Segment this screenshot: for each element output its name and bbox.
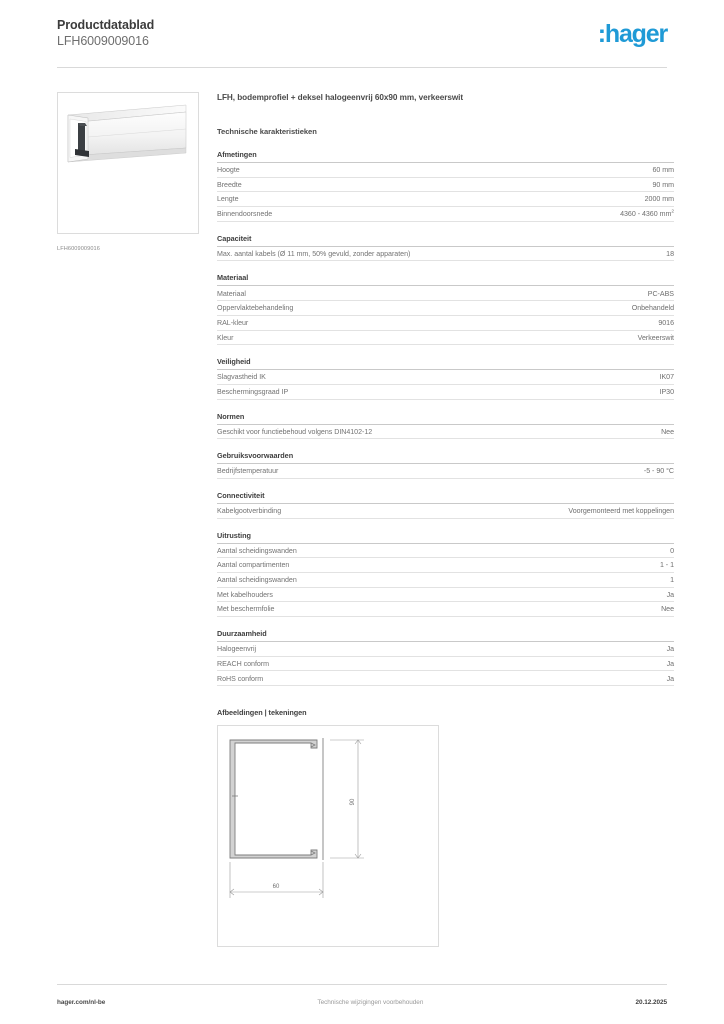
spec-row — [217, 573, 674, 588]
spec-row — [217, 192, 674, 207]
spec-section — [217, 150, 674, 222]
spec-row — [217, 163, 674, 178]
spec-row — [217, 331, 674, 346]
spec-value: Voorgemonteerd met koppelingen — [568, 507, 674, 516]
spec-value: 2000 mm — [644, 195, 674, 204]
spec-label: Aantal scheidingswanden — [217, 546, 297, 555]
spec-label: Slagvastheid IK — [217, 373, 266, 382]
spec-label: Kleur — [217, 333, 234, 342]
product-image — [57, 92, 199, 234]
spec-value: 1 - 1 — [659, 561, 674, 570]
spec-value: 90 mm — [652, 180, 674, 189]
technical-characteristics-heading: Technische karakteristieken — [217, 127, 317, 136]
spec-label: Geschikt voor functiebehoud volgens DIN4102-12 — [217, 427, 373, 436]
spec-section-title: Afmetingen — [217, 150, 674, 163]
spec-section — [217, 629, 674, 686]
page-footer — [57, 995, 667, 1009]
spec-value: 9016 — [658, 318, 674, 327]
spec-row — [217, 671, 674, 686]
spec-row — [217, 464, 674, 479]
spec-label: Breedte — [217, 180, 242, 189]
page-title: Productdatablad — [57, 18, 155, 32]
spec-row — [217, 602, 674, 617]
spec-value: 0 — [670, 546, 674, 555]
spec-label: Met kabelhouders — [217, 590, 273, 599]
spec-row — [217, 370, 674, 385]
spec-value: 1 — [670, 576, 674, 585]
spec-row — [217, 178, 674, 193]
spec-row — [217, 301, 674, 316]
spec-row — [217, 247, 674, 262]
spec-label: Aantal scheidingswanden — [217, 576, 297, 585]
spec-section-title: Capaciteit — [217, 234, 674, 247]
footer-disclaimer: Technische wijzigingen voorbehouden — [317, 998, 424, 1006]
product-image-caption: LFH6009009016 — [57, 246, 100, 252]
specifications-column — [217, 92, 674, 947]
spec-section — [217, 357, 674, 399]
spec-section-title: Normen — [217, 412, 674, 425]
spec-label: RAL-kleur — [217, 318, 249, 327]
spec-value: PC-ABS — [647, 289, 674, 298]
spec-section-title: Materiaal — [217, 273, 674, 286]
spec-value: 4360 - 4360 $mm^2$ — [620, 209, 674, 219]
spec-row — [217, 588, 674, 603]
spec-label: Oppervlaktebehandeling — [217, 304, 294, 313]
spec-value: 60 mm — [652, 166, 674, 175]
spec-section — [217, 531, 674, 617]
spec-row — [217, 642, 674, 657]
spec-row — [217, 544, 674, 559]
spec-section-title: Uitrusting — [217, 531, 674, 544]
hager-logo: :hager — [597, 20, 667, 48]
spec-section-title: Veiligheid — [217, 357, 674, 370]
header-divider — [57, 67, 667, 68]
spec-row — [217, 207, 674, 222]
spec-section — [217, 412, 674, 440]
spec-value: Ja — [666, 674, 674, 683]
spec-value: -5 - 90 °C — [643, 467, 674, 476]
footer-date: 20.12.2025 — [635, 998, 667, 1006]
drawing-height-label: 90 — [350, 798, 356, 806]
spec-row — [217, 657, 674, 672]
spec-value: Onbehandeld — [631, 304, 674, 313]
spec-row — [217, 385, 674, 400]
spec-row — [217, 425, 674, 440]
spec-section-title: Gebruiksvoorwaarden — [217, 451, 674, 464]
spec-row — [217, 558, 674, 573]
spec-row — [217, 316, 674, 331]
spec-label: Binnendoorsnede — [217, 210, 273, 219]
spec-value: Verkeerswit — [637, 333, 674, 342]
footer-divider — [57, 984, 667, 985]
spec-label: Met beschermfolie — [217, 605, 275, 614]
spec-section — [217, 273, 674, 345]
spec-value: IK07 — [659, 373, 674, 382]
spec-value: Ja — [666, 590, 674, 599]
spec-section-title: Connectiviteit — [217, 491, 674, 504]
spec-value: Ja — [666, 645, 674, 654]
profile-cross-section-drawing — [218, 726, 438, 946]
spec-label: Beschermingsgraad IP — [217, 387, 289, 396]
spec-label: REACH conform — [217, 659, 270, 668]
drawing-width-label: 60 — [272, 884, 280, 891]
spec-section-title: Duurzaamheid — [217, 629, 674, 642]
spec-row — [217, 286, 674, 301]
footer-website[interactable]: hager.com/nl-be — [57, 998, 106, 1006]
product-reference: LFH6009009016 — [57, 34, 149, 48]
spec-label: Max. aantal kabels (Ø 11 mm, 50% gevuld, zonder apparaten) — [217, 249, 411, 258]
spec-label: Halogeenvrij — [217, 645, 257, 654]
spec-value: Ja — [666, 659, 674, 668]
spec-value: IP30 — [659, 387, 674, 396]
spec-label: RoHS conform — [217, 674, 264, 683]
spec-label: Bedrijfstemperatuur — [217, 467, 279, 476]
spec-row — [217, 504, 674, 519]
product-photo-graphic — [58, 93, 196, 231]
spec-sections — [217, 150, 674, 686]
spec-label: Lengte — [217, 195, 239, 204]
spec-value: Nee — [661, 427, 674, 436]
spec-section — [217, 491, 674, 519]
product-name: LFH, bodemprofiel + deksel halogeenvrij 60x90 mm, verkeerswit — [217, 93, 464, 102]
spec-label: Materiaal — [217, 289, 246, 298]
spec-section — [217, 451, 674, 479]
technical-drawing — [217, 725, 439, 947]
page-header — [57, 18, 667, 64]
spec-value: Nee — [661, 605, 674, 614]
spec-label: Kabelgootverbinding — [217, 507, 282, 516]
drawings-heading: Afbeeldingen | tekeningen — [217, 708, 307, 718]
spec-value: 18 — [666, 249, 674, 258]
spec-label: Hoogte — [217, 166, 240, 175]
spec-section — [217, 234, 674, 262]
spec-label: Aantal compartimenten — [217, 561, 290, 570]
